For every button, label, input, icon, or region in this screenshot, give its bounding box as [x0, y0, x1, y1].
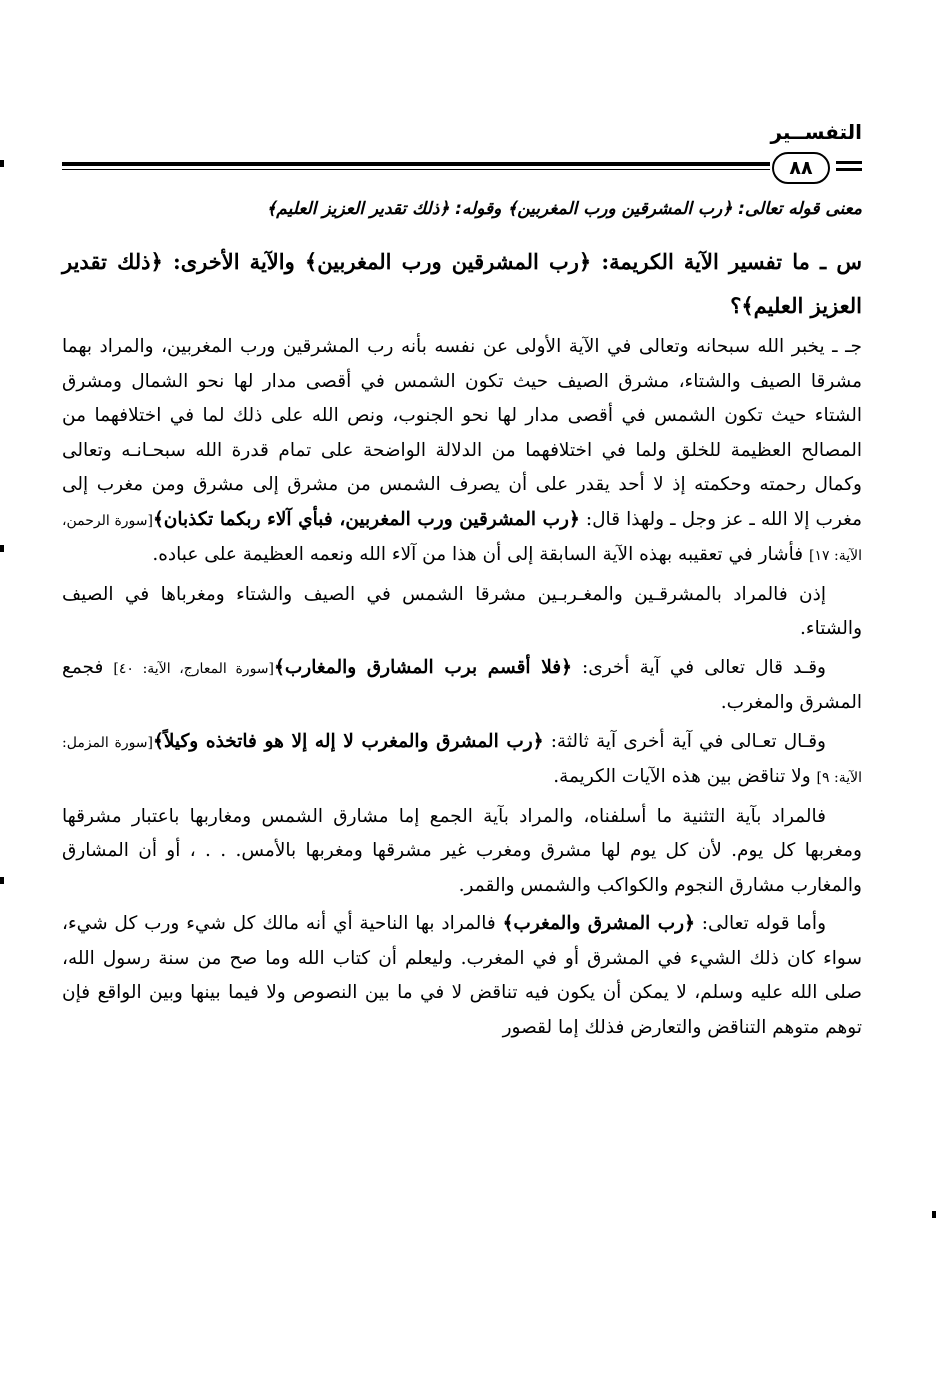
margin-mark [932, 1211, 936, 1218]
answer-paragraph [62, 330, 862, 574]
answer-text: فالمراد بها الناحية أي أنه مالك كل شيء ورب كل شيء، سواء كان ذلك الشيء في المشرق أو في المغرب. وليعلم أن كتاب الله وما صح من سنة رسول الله، صلى الله عليه وسلم، لا يمكن أن يكون فيه تناقض لا في ما بين النصوص ولا فيما بينها وبين الواقع فإن توهم متوهم التناقض والتعارض فذلك إما لقصور [62, 913, 862, 1038]
question-text: س ـ ما تفسير الآية الكريمة: ﴿رب المشرقين ورب المغربين﴾ والآية الأخرى: ﴿ذلك تقدير العزيز العليم﴾؟ [62, 249, 862, 318]
running-head-title: التفســير [770, 120, 862, 144]
answer-text: فجمع المشرق والمغرب. [62, 656, 862, 713]
section-title: معنى قوله تعالى: ﴿رب المشرقين ورب المغربين﴾ وقوله: ﴿ذلك تقدير العزيز العليم﴾ [266, 199, 862, 219]
margin-mark [0, 160, 4, 167]
answer-paragraph: إذن فالمراد بالمشرقـين والمغـربـين مشرقا الشمس في الصيف والشتاء ومغرباها في الصيف والشتاء. [62, 583, 862, 639]
verse-reference: [سورة المعارج، الآية: ٤٠] [113, 660, 274, 677]
header-rule [62, 156, 862, 182]
answer-paragraph [62, 907, 862, 1045]
quran-verse: ﴿رب المشرقين ورب المغربين، فبأي آلاء ربكما تكذبان﴾ [152, 508, 580, 530]
verse-reference: [سورة الرحمن، الآية: ١٧] [62, 512, 862, 564]
answer-text: وقـد قال تعالى في آية أخرى: [571, 656, 826, 678]
quran-verse: ﴿رب المشرق والمغرب لا إله إلا هو فاتخذه وكيلاً﴾ [153, 730, 544, 752]
quran-verse: ﴿رب المشرق والمغرب﴾ [502, 913, 695, 934]
answer-text: ولا تناقض بين هذه الآيات الكريمة. [553, 766, 817, 787]
page-number-badge: ٨٨ [772, 152, 830, 184]
header-rule-thin-line [62, 169, 770, 170]
margin-mark [0, 545, 4, 552]
header-rule-tail-line [836, 168, 862, 171]
answer-paragraph [62, 651, 862, 721]
answer-text: فأشار في تعقيبه بهذه الآية السابقة إلى أن هذا من آلاء الله ونعمه العظيمة على عباده. [152, 544, 810, 565]
answer-text: وقـال تعـالى في آية أخرى آية ثالثة: [543, 730, 826, 752]
answer-text: جـ ـ يخبر الله سبحانه وتعالى في الآية الأولى عن نفسه بأنه رب المشرقين ورب المغربين، والمراد بهما مشرقا الصيف والشتاء، مشرق الصيف حيث تكون الشمس في أقصى مدار لها نحو الشمال ومشرق الشتاء حيث تكون الشمس في أقصى مدار لها نحو الجنوب، ونص الله على ذلك لما في اختلافهما من المصالح العظيمة للخلق ولما في اختلافهما من الدلالة الواضحة على تمام قدرة الله سبحـانـه وتعالى وكمال رحمته وحكمته إذ لا أحد يقدر على أن يصرف الشمس من مشرق إلى مشرق ومن مغرب إلى مغرب إلا الله ـ عز وجل ـ ولهذا قال: [62, 336, 862, 530]
quran-verse: ﴿فلا أقسم برب المشارق والمغارب﴾ [274, 656, 572, 678]
answer-paragraph [62, 725, 862, 796]
header-rule-thick-line [62, 162, 770, 166]
answer-text: وأما قوله تعالى: [694, 913, 827, 934]
margin-mark [0, 877, 4, 884]
verse-reference: [سورة المزمل: الآية: ٩] [62, 734, 862, 786]
header-rule-tail-line [836, 161, 862, 164]
answer-paragraph: فالمراد بآية التثنية ما أسلفناه، والمراد بآية الجمع إما مشارق الشمس ومغاربها باعتبار مشرقها ومغربها كل يوم. لأن كل يوم لها مشرق ومغرب غير مشرقها ومغربها بالأمس. . . ، أو أن المشارق والمغارب مشارق النجوم والكواكب والشمس والقمر. [62, 805, 862, 896]
page-content [62, 192, 862, 1049]
